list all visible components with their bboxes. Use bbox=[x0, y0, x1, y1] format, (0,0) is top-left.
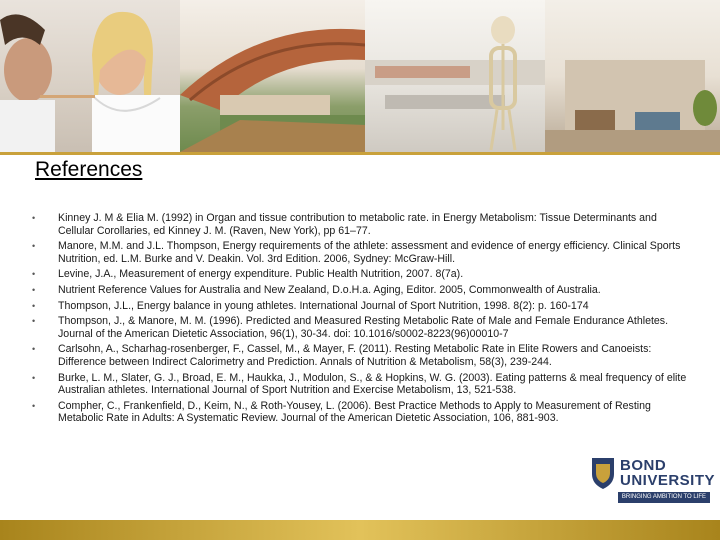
header-banner bbox=[0, 0, 720, 152]
bullet-icon: • bbox=[32, 269, 36, 280]
reference-text: Levine, J.A., Measurement of energy expenditure. Public Health Nutrition, 2007. 8(7a). bbox=[58, 268, 464, 281]
logo-wordmark bbox=[620, 458, 715, 488]
bullet-icon: • bbox=[32, 300, 36, 311]
bond-university-logo bbox=[590, 452, 716, 512]
bullet-icon: • bbox=[32, 213, 36, 223]
page-title: References bbox=[35, 158, 143, 181]
reference-item bbox=[28, 212, 688, 237]
reference-text: Carlsohn, A., Scharhag-rosenberger, F., Cassel, M., & Mayer, F. (2011). Resting Metabolic Rate in Elite Rowers and Canoeists: Difference between Indirect Calorimetry and Prediction. Annals of Nutrition & Metabolism, 58(3), 239-244. bbox=[58, 343, 652, 368]
bullet-icon: • bbox=[32, 400, 36, 411]
reference-item bbox=[28, 372, 688, 397]
reference-text: Manore, M.M. and J.L. Thompson, Energy requirements of the athlete: assessment and evidence of energy efficiency. Clinical Sports Nutrition, ed. L.M. Burke and V. Deakin. Vol. 3rd Edition. 2006, Sydney: McGraw-Hill. bbox=[58, 240, 681, 265]
reference-text: Burke, L. M., Slater, G. J., Broad, E. M., Haukka, J., Modulon, S., & & Hopkins, W. G. (2003). Eating patterns & meal frequency of elite Australian athletes. International Journal of Sport Nutrition and Exercise Metabolism, 13, 521-538. bbox=[58, 371, 687, 397]
banner-photo-campus bbox=[180, 0, 365, 152]
reference-text: Thompson, J., & Manore, M. M. (1996). Predicted and Measured Resting Metabolic Rate of Male and Female Endurance Athletes. Journal of the American Dietetic Association, 96(1), 30-34. doi: 10.1016/s0002-8223(96)00010-7 bbox=[58, 315, 669, 340]
banner-photo-lab bbox=[365, 0, 545, 152]
reference-text: Compher, C., Frankenfield, D., Keim, N., & Roth-Yousey, L. (2006). Best Practice Methods to Apply to Measurement of Resting Metabolic Rate in Adults: A Systematic Review. Journal of the American Dietetic Association, 106, 881-903. bbox=[58, 399, 651, 425]
reference-item bbox=[28, 268, 688, 281]
reference-item bbox=[28, 343, 688, 368]
bullet-icon: • bbox=[32, 344, 36, 355]
reference-text: Thompson, J.L., Energy balance in young athletes. International Journal of Sport Nutrition, 1998. 8(2): p. 160-174 bbox=[58, 299, 589, 312]
reference-item bbox=[28, 400, 688, 425]
banner-photo-lounge bbox=[545, 0, 720, 152]
bullet-icon: • bbox=[32, 316, 36, 327]
reference-text: Kinney J. M & Elia M. (1992) in Organ and tissue contribution to metabolic rate. in Energy Metabolism: Tissue Determinants and Cellular Corollaries, ed Kinney J. M. (Raven, New York), pp 61–77. bbox=[58, 212, 657, 237]
reference-text: Nutrient Reference Values for Australia and New Zealand, D.o.H.a. Aging, Editor. 2005, Commonwealth of Australia. bbox=[58, 283, 601, 296]
banner-divider bbox=[0, 152, 720, 155]
bullet-icon: • bbox=[32, 284, 36, 295]
bullet-icon: • bbox=[32, 241, 36, 252]
bullet-icon: • bbox=[32, 372, 36, 383]
logo-tagline: BRINGING AMBITION TO LIFE bbox=[618, 492, 710, 503]
reference-item bbox=[28, 240, 688, 265]
reference-list bbox=[28, 212, 688, 425]
reference-item bbox=[28, 315, 688, 340]
logo-name-line1: BOND bbox=[620, 457, 667, 474]
reference-item bbox=[28, 300, 688, 313]
footer-bar bbox=[0, 520, 720, 540]
shield-icon bbox=[590, 456, 616, 490]
logo-name-line2: UNIVERSITY bbox=[620, 472, 716, 489]
banner-photo-students bbox=[0, 0, 180, 152]
reference-item bbox=[28, 284, 688, 297]
